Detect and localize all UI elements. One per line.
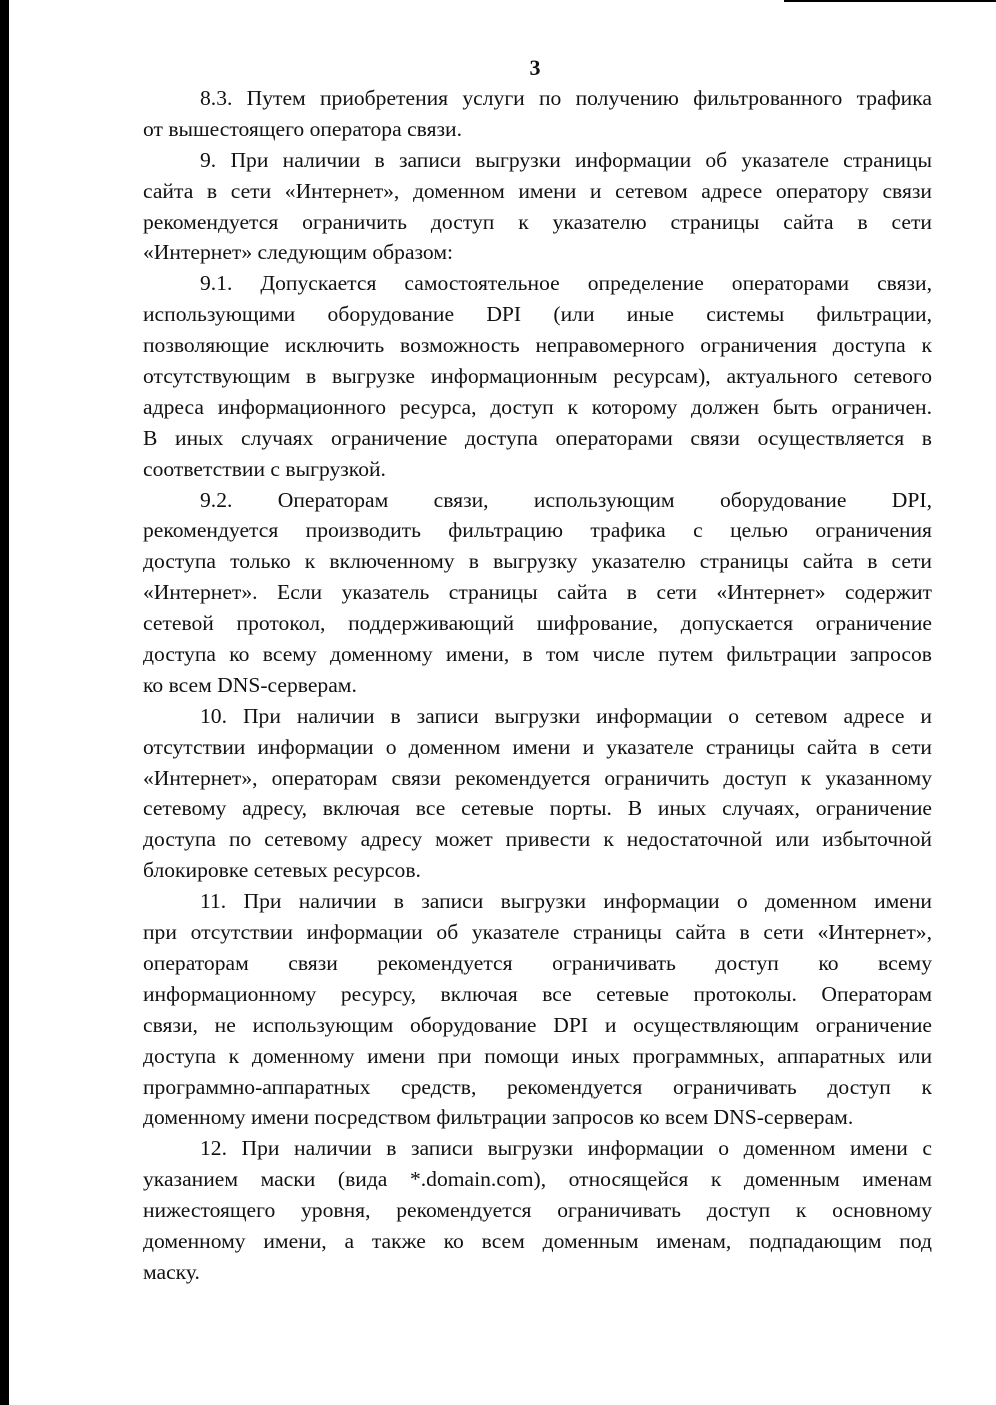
paragraph-11 <box>143 886 932 1133</box>
text-line: указанием маски (вида *.domain.com), относящейся к доменным именам <box>143 1167 932 1192</box>
text-line: «Интернет». Если указатель страницы сайта в сети «Интернет» содержит <box>143 580 932 605</box>
text-line: доступа только к включенному в выгрузку указателю страницы сайта в сети <box>143 549 932 574</box>
document-body <box>143 83 932 1288</box>
text-line: информационному ресурсу, включая все сетевые протоколы. Операторам <box>143 981 932 1006</box>
text-line: связи, не использующим оборудование DPI и осуществляющим ограничение <box>143 1012 932 1037</box>
text-line: «Интернет» следующим образом: <box>143 240 453 265</box>
text-line: маску. <box>143 1259 200 1284</box>
paragraph-10 <box>143 701 932 886</box>
text-line: доменному имени посредством фильтрации запросов ко всем DNS-серверам. <box>143 1105 854 1130</box>
page-number: 3 <box>529 55 541 80</box>
text-line: доступа ко всему доменному имени, в том числе путем фильтрации запросов <box>143 642 932 667</box>
text-line: соответствии с выгрузкой. <box>143 456 386 481</box>
text-line: рекомендуется производить фильтрацию трафика с целью ограничения <box>143 518 932 543</box>
text-line: сайта в сети «Интернет», доменном имени и сетевом адресе оператору связи <box>143 178 932 203</box>
text-line: адреса информационного ресурса, доступ к которому должен быть ограничен. <box>143 394 932 419</box>
text-line: использующими оборудование DPI (или иные системы фильтрации, <box>143 302 932 327</box>
text-line: 12. При наличии в записи выгрузки информации о доменном имени с <box>200 1136 932 1161</box>
text-line: сетевому адресу, включая все сетевые порты. В иных случаях, ограничение <box>143 796 932 821</box>
text-line: 8.3. Путем приобретения услуги по получению фильтрованного трафика <box>200 86 932 110</box>
text-line: от вышестоящего оператора связи. <box>143 116 462 141</box>
text-line: доступа к доменному имени при помощи иных программных, аппаратных или <box>143 1043 932 1068</box>
text-line: операторам связи рекомендуется ограничивать доступ ко всему <box>143 950 932 975</box>
paragraph-8-3 <box>143 83 932 145</box>
text-line: сетевой протокол, поддерживающий шифрование, допускается ограничение <box>143 611 932 636</box>
paragraph-9-2 <box>143 485 932 701</box>
scan-edge-left <box>0 0 9 1405</box>
paragraph-12 <box>143 1133 932 1287</box>
text-line: В иных случаях ограничение доступа операторами связи осуществляется в <box>143 425 932 450</box>
paragraph-9 <box>143 145 932 269</box>
text-line: при отсутствии информации об указателе страницы сайта в сети «Интернет», <box>143 920 932 945</box>
scan-edge-top <box>784 0 996 2</box>
text-line: 9. При наличии в записи выгрузки информации об указателе страницы <box>200 147 932 172</box>
text-line: 9.2. Операторам связи, использующим оборудование DPI, <box>200 487 932 512</box>
text-line: 11. При наличии в записи выгрузки информации о доменном имени <box>200 889 932 914</box>
text-line: отсутствии информации о доменном имени и указателе страницы сайта в сети <box>143 734 932 759</box>
text-line: доменному имени, а также ко всем доменным именам, подпадающим под <box>143 1228 932 1253</box>
text-line: ко всем DNS-серверам. <box>143 672 357 697</box>
text-line: позволяющие исключить возможность неправомерного ограничения доступа к <box>143 333 932 358</box>
text-line: 9.1. Допускается самостоятельное определение операторами связи, <box>200 271 932 296</box>
text-line: рекомендуется ограничить доступ к указателю страницы сайта в сети <box>143 209 932 234</box>
text-line: «Интернет», операторам связи рекомендуется ограничить доступ к указанному <box>143 765 932 790</box>
paragraph-9-1 <box>143 268 932 484</box>
text-line: программно-аппаратных средств, рекомендуется ограничивать доступ к <box>143 1074 932 1099</box>
text-line: доступа по сетевому адресу может привести к недостаточной или избыточной <box>143 827 932 852</box>
text-line: нижестоящего уровня, рекомендуется ограничивать доступ к основному <box>143 1198 932 1223</box>
text-line: блокировке сетевых ресурсов. <box>143 858 421 883</box>
text-line: отсутствующим в выгрузке информационным ресурсам), актуального сетевого <box>143 364 932 389</box>
text-line: 10. При наличии в записи выгрузки информации о сетевом адресе и <box>200 703 932 728</box>
